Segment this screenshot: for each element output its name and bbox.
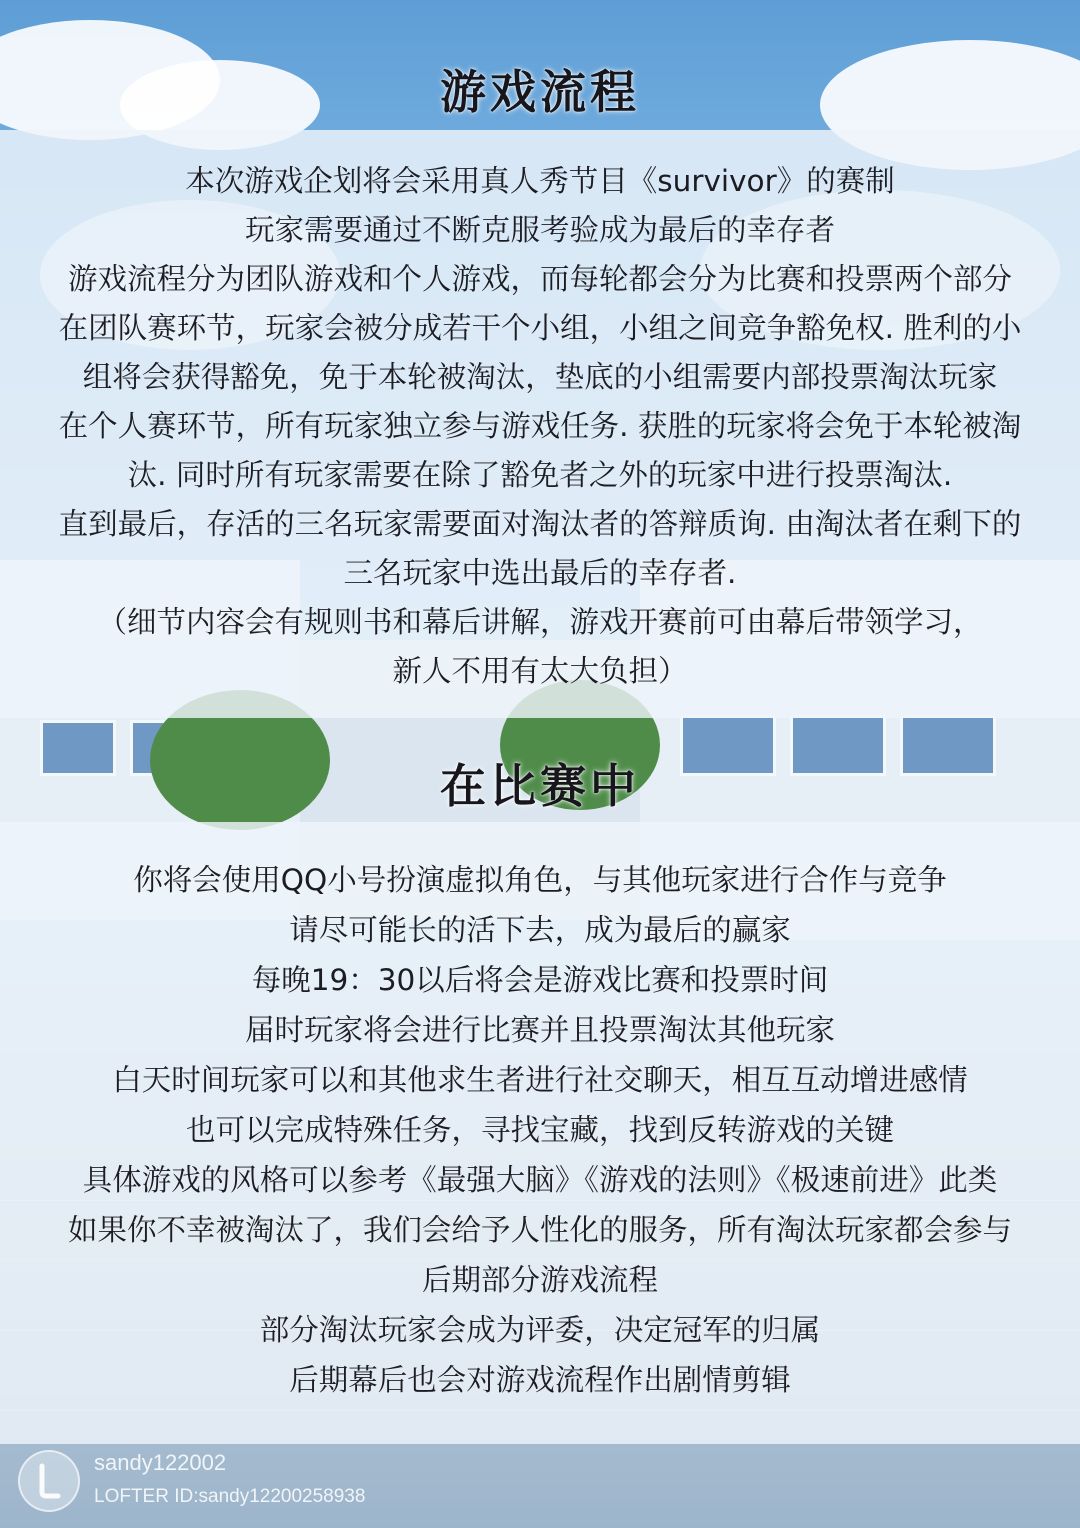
game-flow-text bbox=[0, 157, 1080, 696]
text-line: （细节内容会有规则书和幕后讲解，游戏开赛前可由幕后带领学习， bbox=[97, 605, 983, 639]
text-line: 届时玩家将会进行比赛并且投票淘汰其他玩家 bbox=[244, 1013, 835, 1047]
text-line: 请尽可能长的活下去，成为最后的赢家 bbox=[289, 913, 791, 947]
in-competition-text bbox=[0, 855, 1080, 1405]
text-line: 新人不用有太大负担） bbox=[392, 654, 688, 688]
text-line: 本次游戏企划将会采用真人秀节目《survivor》的赛制 bbox=[185, 164, 895, 198]
lofter-logo-glyph bbox=[20, 1452, 78, 1510]
lofter-watermark bbox=[18, 1448, 418, 1518]
text-line: 白天时间玩家可以和其他求生者进行社交聊天，相互互动增进感情 bbox=[112, 1063, 968, 1097]
text-line: 后期幕后也会对游戏流程作出剧情剪辑 bbox=[289, 1363, 791, 1397]
text-line: 游戏流程分为团队游戏和个人游戏，而每轮都会分为比赛和投票两个部分 bbox=[67, 262, 1012, 296]
text-line: 也可以完成特殊任务，寻找宝藏，找到反转游戏的关键 bbox=[185, 1113, 894, 1147]
text-line: 三名玩家中选出最后的幸存者. bbox=[343, 556, 737, 590]
text-line: 具体游戏的风格可以参考《最强大脑》《游戏的法则》《极速前进》此类 bbox=[82, 1163, 998, 1197]
watermark-username: sandy122002 bbox=[94, 1450, 227, 1475]
text-line: 汰. 同时所有玩家需要在除了豁免者之外的玩家中进行投票淘汰. bbox=[127, 458, 953, 492]
text-line: 后期部分游戏流程 bbox=[421, 1263, 658, 1297]
section-heading-game-flow: 游戏流程 bbox=[440, 65, 640, 119]
text-line: 部分淘汰玩家会成为评委，决定冠军的归属 bbox=[259, 1313, 821, 1347]
watermark-lofter-id: LOFTER ID:sandy12200258938 bbox=[94, 1486, 366, 1507]
lofter-logo-icon bbox=[18, 1450, 80, 1512]
text-line: 在团队赛环节，玩家会被分成若干个小组，小组之间竞争豁免权. 胜利的小 bbox=[58, 311, 1022, 345]
text-line: 在个人赛环节，所有玩家独立参与游戏任务. 获胜的玩家将会免于本轮被淘 bbox=[58, 409, 1022, 443]
text-line: 如果你不幸被淘汰了，我们会给予人性化的服务，所有淘汰玩家都会参与 bbox=[67, 1213, 1012, 1247]
text-line: 你将会使用QQ小号扮演虚拟角色，与其他玩家进行合作与竞争 bbox=[133, 863, 947, 897]
text-line: 每晚19：30以后将会是游戏比赛和投票时间 bbox=[251, 963, 829, 997]
text-line: 组将会获得豁免，免于本轮被淘汰，垫底的小组需要内部投票淘汰玩家 bbox=[82, 360, 998, 394]
section-heading-in-competition: 在比赛中 bbox=[440, 759, 640, 813]
text-line: 直到最后，存活的三名玩家需要面对淘汰者的答辩质询. 由淘汰者在剩下的 bbox=[58, 507, 1022, 541]
text-line: 玩家需要通过不断克服考验成为最后的幸存者 bbox=[244, 213, 835, 247]
